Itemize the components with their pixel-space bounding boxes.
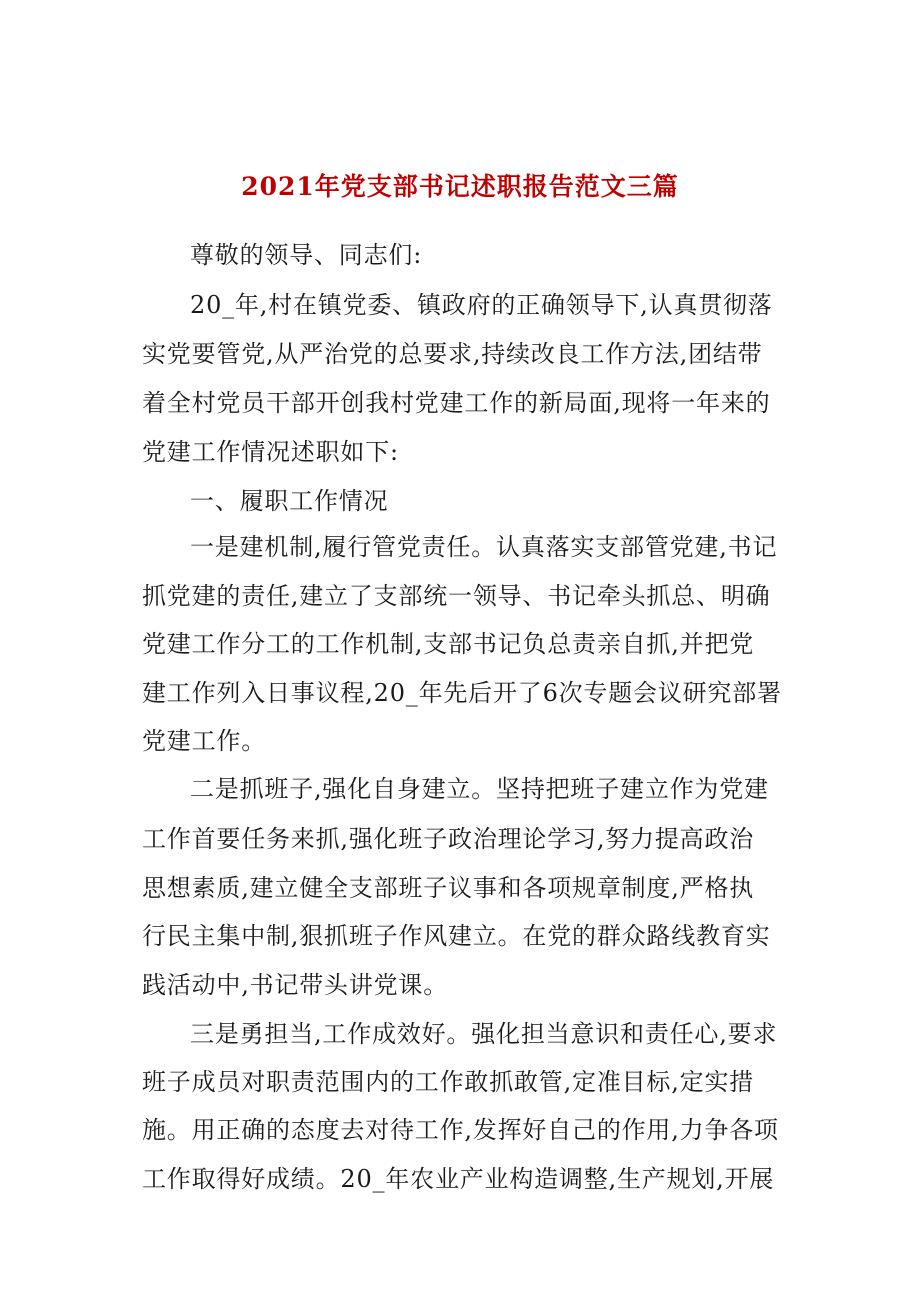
paragraph-line: 实党要管党,从严治党的总要求,持续改良工作方法,团结带 <box>142 340 763 368</box>
salutation: 尊敬的领导、同志们: <box>190 241 423 269</box>
document-title: 2021年党支部书记述职报告范文三篇 <box>241 172 679 201</box>
paragraph-line: 建工作列入日事议程,20_年先后开了6次专题会议研究部署 <box>142 679 782 707</box>
paragraph-line: 施。用正确的态度去对待工作,发挥好自己的作用,力争各项 <box>142 1116 779 1144</box>
paragraph-line: 三是勇担当,工作成效好。强化担当意识和责任心,要求 <box>190 1020 778 1048</box>
paragraph-line: 党建工作情况述职如下: <box>142 438 399 466</box>
paragraph-line: 党建工作分工的工作机制,支部书记负总责亲自抓,并把党 <box>142 630 755 658</box>
paragraph-line: 20_年,村在镇党委、镇政府的正确领导下,认真贯彻落 <box>190 291 773 319</box>
paragraph-line: 二是抓班子,强化自身建立。坚持把班子建立作为党建 <box>190 775 769 803</box>
paragraph-line: 党建工作。 <box>142 727 266 755</box>
paragraph-line: 着全村党员干部开创我村党建工作的新局面,现将一年来的 <box>142 389 771 417</box>
section-heading: 一、履职工作情况 <box>190 487 389 515</box>
paragraph-line: 班子成员对职责范围内的工作敢抓敢管,定准目标,定实措 <box>142 1068 755 1096</box>
paragraph-line: 工作首要任务来抓,强化班子政治理论学习,努力提高政治 <box>142 825 755 853</box>
paragraph-line: 工作取得好成绩。20_年农业产业构造调整,生产规划,开展 <box>142 1165 775 1193</box>
paragraph-line: 一是建机制,履行管党责任。认真落实支部管党建,书记 <box>190 533 778 561</box>
paragraph-line: 行民主集中制,狠抓班子作风建立。在党的群众路线教育实 <box>142 922 771 950</box>
paragraph-line: 践活动中,书记带头讲党课。 <box>142 971 449 999</box>
paragraph-line: 思想素质,建立健全支部班子议事和各项规章制度,严格执 <box>142 874 755 902</box>
paragraph-line: 抓党建的责任,建立了支部统一领导、书记牵头抓总、明确 <box>142 582 771 610</box>
